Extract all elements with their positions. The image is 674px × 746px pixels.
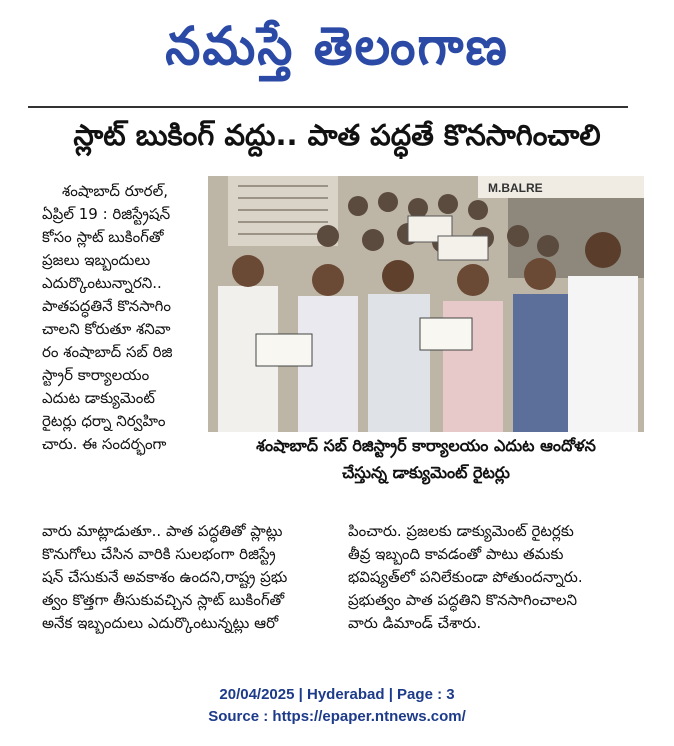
text-line: అనేక ఇబ్బందులు ఎదుర్కొంటున్నట్లు ఆరో	[42, 614, 279, 632]
text-line: కొనుగోలు చేసిన వారికి సులభంగా రిజిస్ట్రే	[42, 545, 276, 563]
text-line: రైటర్లు ధర్నా నిర్వహిం	[42, 412, 166, 430]
text-line: చారు. ఈ సందర్భంగా	[42, 435, 167, 453]
photo-caption	[212, 432, 640, 486]
text-line: ఏప్రిల్ 19 : రిజిస్ట్రేషన్	[42, 205, 171, 223]
newspaper-logo-title: నమస్తే తెలంగాణ	[165, 15, 509, 77]
footer-date-page: 20/04/2025 | Hyderabad | Page : 3	[219, 686, 455, 703]
text-line: ప్రజలు ఇబ్బందులు	[42, 251, 151, 269]
article-column-bottom-left	[42, 520, 338, 635]
text-line: శంషాబాద్ రూరల్,	[62, 182, 168, 200]
text-line: స్ట్రార్ కార్యాలయం	[42, 366, 150, 384]
text-line: వారు మాట్లాడుతూ.. పాత పద్ధతితో ప్లాట్లు	[42, 522, 283, 540]
footer-source: Source : https://epaper.ntnews.com/	[208, 708, 466, 725]
text-line: రం శంషాబాద్ సబ్ రిజి	[42, 343, 173, 361]
text-line: ఎదుట డాక్యుమెంట్	[42, 389, 155, 407]
text-line: షన్ చేసుకునే అవకాశం ఉందని,రాష్ట్ర ప్రభు	[42, 568, 288, 586]
masthead-divider	[28, 106, 628, 108]
article-headline: స్లాట్ బుకింగ్ వద్దు.. పాత పద్ధతే కొనసాగించాలి	[73, 118, 601, 152]
article-column-bottom-right	[348, 520, 642, 635]
text-line: చాలని కోరుతూ శనివా	[42, 320, 171, 338]
protest-photo	[208, 176, 644, 432]
text-line: త్వం కొత్తగా తీసుకువచ్చిన స్లాట్ బుకింగ్‌తో	[42, 591, 285, 609]
photo-caption-line: శంషాబాద్ సబ్ రిజిస్ట్రార్ కార్యాలయం ఎదుట ఆందోళన	[256, 436, 596, 455]
text-line: తీవ్ర ఇబ్బంది కావడంతో పాటు తమకు	[348, 545, 564, 563]
article-column-left	[42, 180, 202, 456]
shop-sign-text: M.BALRE	[488, 181, 543, 195]
photo-caption-line: చేస్తున్న డాక్యుమెంట్ రైటర్లు	[342, 463, 510, 482]
text-line: భవిష్యత్‌లో పనిలేకుండా పోతుందన్నారు.	[348, 568, 583, 586]
protest-photo-illustration	[208, 176, 644, 432]
text-line: ప్రభుత్వం పాత పద్ధతిని కొనసాగించాలని	[348, 591, 578, 609]
text-line: కోసం స్లాట్ బుకింగ్‌తో	[42, 228, 164, 246]
text-line: వారు డిమాండ్ చేశారు.	[348, 614, 482, 632]
text-line: పించారు. ప్రజలకు డాక్యుమెంట్ రైటర్లకు	[348, 522, 574, 540]
masthead	[0, 6, 674, 86]
text-line: పాతపద్ధతినే కొనసాగిం	[42, 297, 171, 315]
text-line: ఎదుర్కొంటున్నారని..	[42, 274, 162, 292]
